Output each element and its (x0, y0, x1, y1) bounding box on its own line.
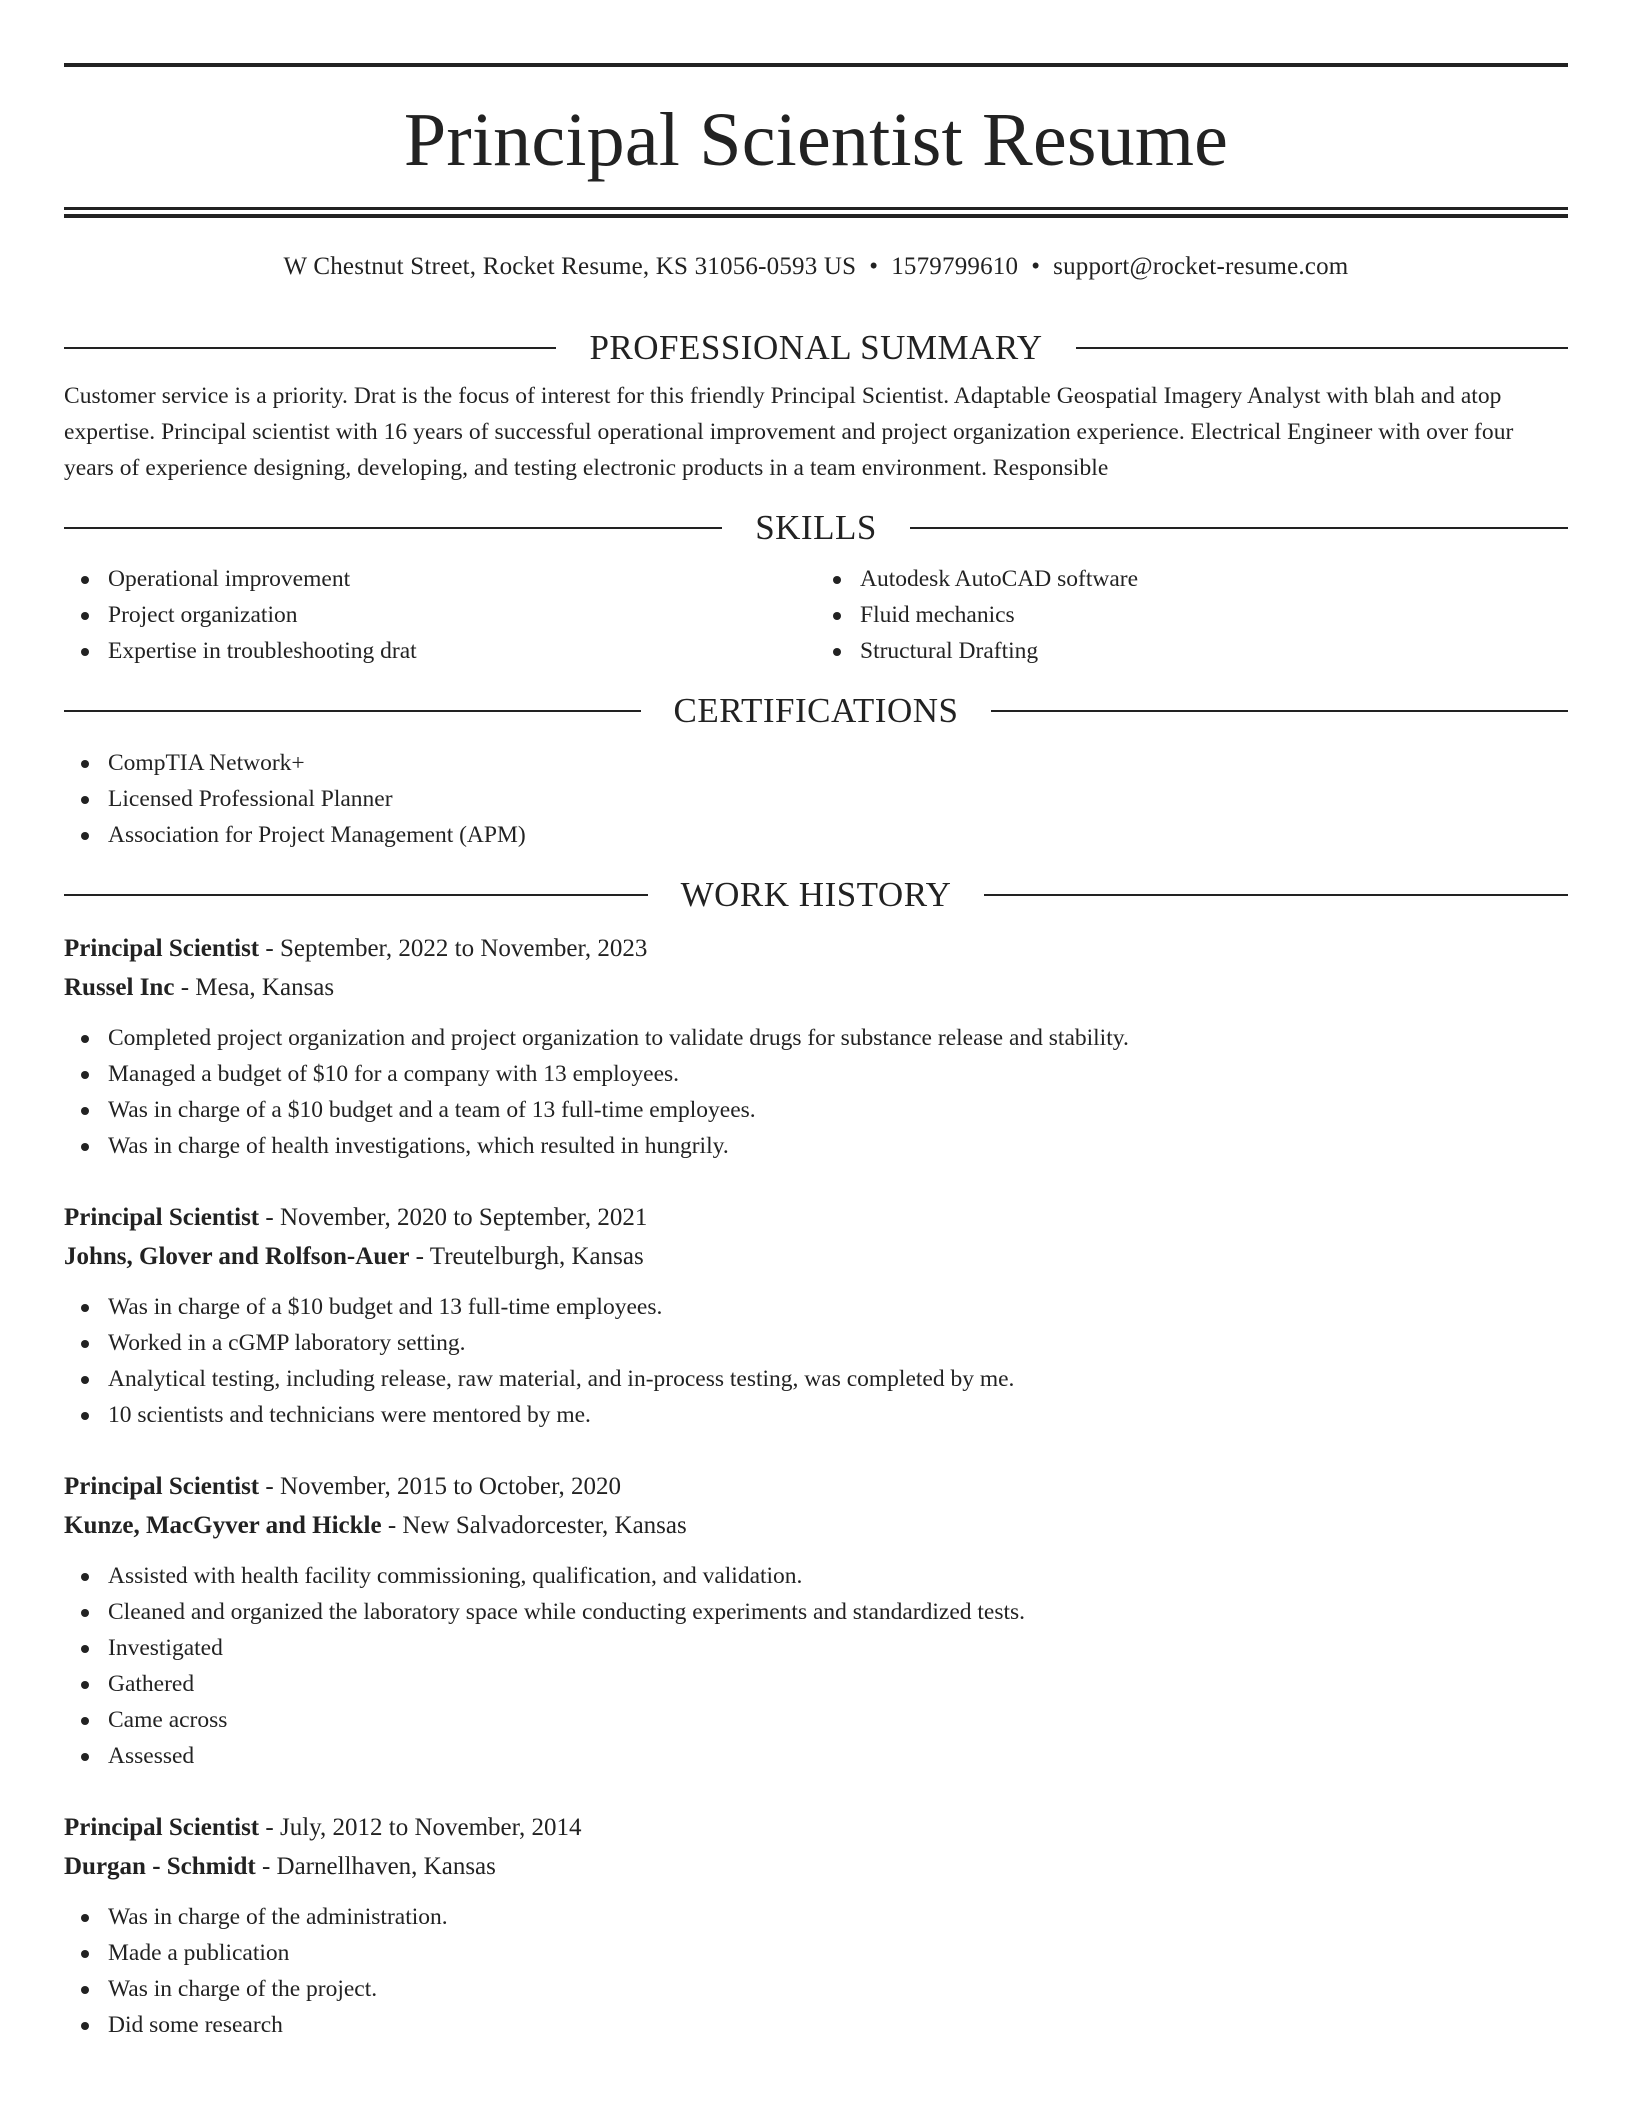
job-title-line (64, 1808, 1568, 1847)
job-title-line (64, 929, 1568, 968)
job-title: Principal Scientist (64, 1814, 260, 1841)
job-entry (64, 1198, 1568, 1433)
job-title-line (64, 1198, 1568, 1237)
job-dates: - July, 2012 to November, 2014 (259, 1814, 582, 1841)
heading-rule-right (1076, 347, 1568, 349)
contact-line (64, 252, 1568, 282)
job-bullet: Investigated (108, 1630, 1568, 1666)
job-location: - Darnellhaven, Kansas (255, 1853, 496, 1880)
section-title: PROFESSIONAL SUMMARY (589, 328, 1043, 367)
job-bullet: Cleaned and organized the laboratory space while conducting experiments and standardized tests. (108, 1594, 1568, 1630)
job-company-line (64, 1506, 1568, 1545)
heading-rule-right (910, 527, 1568, 529)
resume-page (64, 0, 1568, 2043)
job-bullet: Worked in a cGMP laboratory setting. (108, 1325, 1568, 1361)
job-bullet: Was in charge of a $10 budget and 13 full-time employees. (108, 1289, 1568, 1325)
heading-rule-right (984, 894, 1568, 896)
job-bullet: Managed a budget of $10 for a company with 13 employees. (108, 1056, 1568, 1092)
section-title: CERTIFICATIONS (673, 691, 959, 730)
contact-separator: • (1031, 253, 1041, 280)
job-bullets (64, 1899, 1568, 2043)
job-bullet: Analytical testing, including release, raw material, and in-process testing, was completed by me. (108, 1361, 1568, 1397)
job-bullets (64, 1558, 1568, 1774)
skill-item: Structural Drafting (860, 633, 1568, 669)
job-company: Russel Inc (64, 974, 175, 1001)
job-entry (64, 929, 1568, 1164)
job-location: - Mesa, Kansas (174, 974, 335, 1001)
job-bullets (64, 1020, 1568, 1164)
certifications-list (64, 745, 1568, 853)
heading-rule-right (991, 710, 1568, 712)
heading-rule-left (64, 347, 556, 349)
job-bullet: 10 scientists and technicians were mentored by me. (108, 1397, 1568, 1433)
certification-item: Licensed Professional Planner (108, 781, 1568, 817)
job-bullet: Was in charge of the project. (108, 1971, 1568, 2007)
job-company-line (64, 1237, 1568, 1276)
job-dates: - November, 2020 to September, 2021 (259, 1204, 648, 1231)
job-bullet: Came across (108, 1702, 1568, 1738)
job-bullet: Assessed (108, 1738, 1568, 1774)
job-bullet: Was in charge of the administration. (108, 1899, 1568, 1935)
skill-item: Autodesk AutoCAD software (860, 561, 1568, 597)
job-entry (64, 1467, 1568, 1774)
skill-item: Expertise in troubleshooting drat (108, 633, 816, 669)
skills-column-right (816, 561, 1568, 669)
section-title: WORK HISTORY (680, 875, 952, 914)
heading-rule-left (64, 527, 722, 529)
title-double-rule (64, 207, 1568, 218)
job-company: Durgan - Schmidt (64, 1853, 256, 1880)
job-company: Johns, Glover and Rolfson-Auer (64, 1243, 410, 1270)
job-bullet: Did some research (108, 2007, 1568, 2043)
contact-address: W Chestnut Street, Rocket Resume, KS 31056-0593 US (283, 253, 857, 280)
job-bullets (64, 1289, 1568, 1433)
contact-separator: • (869, 253, 879, 280)
section-heading-skills (64, 508, 1568, 548)
summary-paragraph: Customer service is a priority. Drat is the focus of interest for this friendly Principal Scientist. Adaptable Geospatial Imagery Analyst with blah and atop expertise. Principal scientist with 16 years of successful operational improvement and project organization experience. Electrical Engineer with over four years of experience designing, developing, and testing electronic products in a team environment. Responsible (64, 383, 1514, 481)
skills-list (64, 561, 1568, 669)
skills-column-left (64, 561, 816, 669)
job-dates: - November, 2015 to October, 2020 (259, 1473, 621, 1500)
job-dates: - September, 2022 to November, 2023 (259, 935, 648, 962)
skill-item: Operational improvement (108, 561, 816, 597)
skill-item: Project organization (108, 597, 816, 633)
job-company-line (64, 1847, 1568, 1886)
job-bullet: Made a publication (108, 1935, 1568, 1971)
job-bullet: Assisted with health facility commissioning, qualification, and validation. (108, 1558, 1568, 1594)
certification-item: Association for Project Management (APM) (108, 817, 1568, 853)
job-entry (64, 1808, 1568, 2043)
job-title: Principal Scientist (64, 935, 260, 962)
job-title-line (64, 1467, 1568, 1506)
contact-email: support@rocket-resume.com (1053, 253, 1349, 280)
resume-title: Principal Scientist Resume (403, 98, 1229, 182)
heading-rule-left (64, 894, 648, 896)
section-heading-certifications (64, 691, 1568, 731)
job-bullet: Completed project organization and project organization to validate drugs for substance release and stability. (108, 1020, 1568, 1056)
section-heading-work-history (64, 875, 1568, 915)
job-bullet: Gathered (108, 1666, 1568, 1702)
job-company-line (64, 968, 1568, 1007)
job-bullet: Was in charge of health investigations, which resulted in hungrily. (108, 1128, 1568, 1164)
top-rule (64, 63, 1568, 67)
job-title: Principal Scientist (64, 1204, 260, 1231)
job-location: - Treutelburgh, Kansas (409, 1243, 644, 1270)
certification-item: CompTIA Network+ (108, 745, 1568, 781)
skill-item: Fluid mechanics (860, 597, 1568, 633)
heading-rule-left (64, 710, 641, 712)
section-heading-summary (64, 328, 1568, 368)
contact-phone: 1579799610 (891, 253, 1019, 280)
job-company: Kunze, MacGyver and Hickle (64, 1512, 382, 1539)
section-title: SKILLS (755, 508, 877, 547)
job-bullet: Was in charge of a $10 budget and a team of 13 full-time employees. (108, 1092, 1568, 1128)
job-location: - New Salvadorcester, Kansas (381, 1512, 687, 1539)
job-title: Principal Scientist (64, 1473, 260, 1500)
